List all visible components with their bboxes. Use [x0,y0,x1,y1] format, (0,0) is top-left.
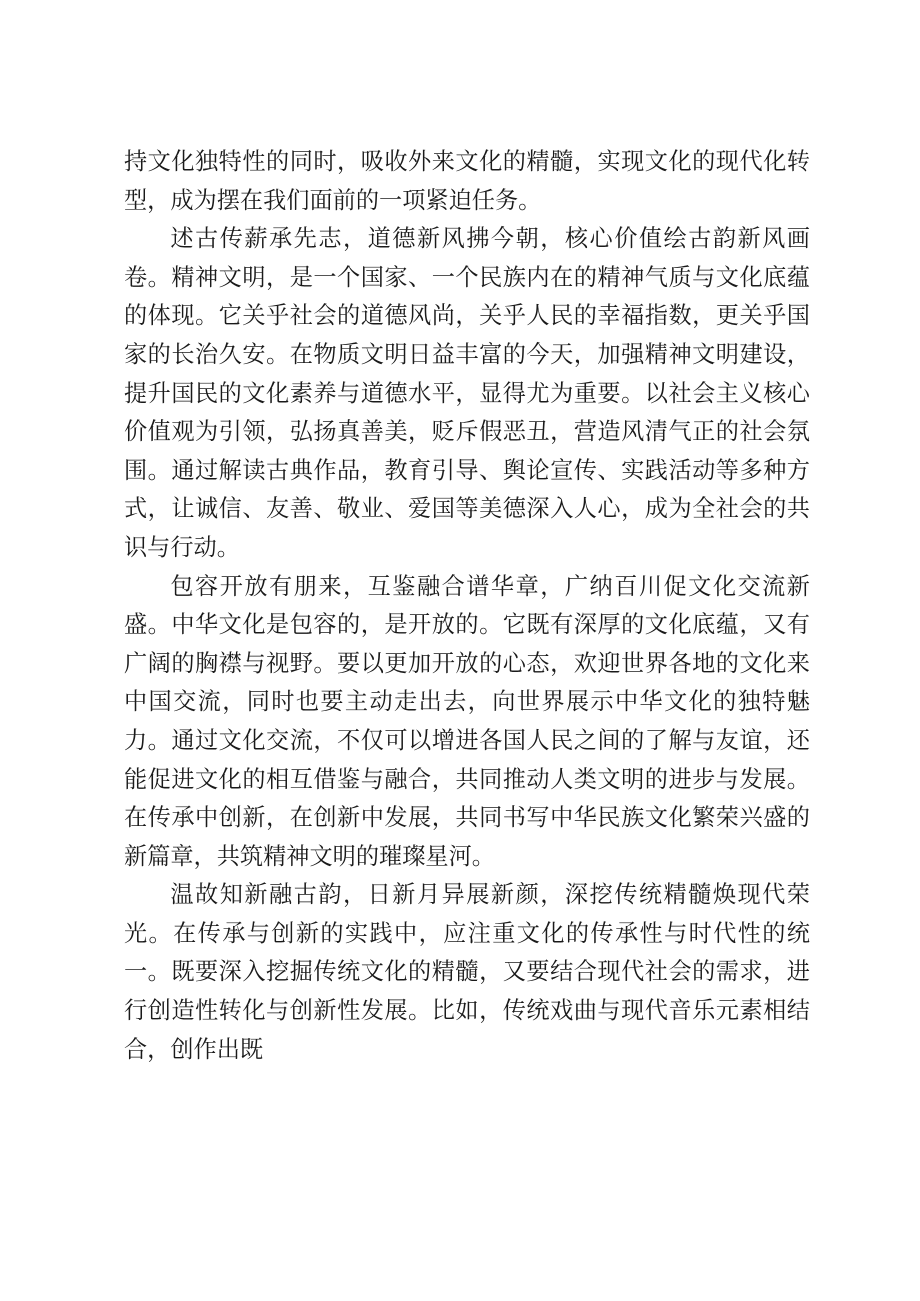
paragraph-tradition-innovation: 温故知新融古韵，日新月异展新颜，深挖传统精髓焕现代荣光。在传承与创新的实践中，应注重文化的传承性与时代性的统一。既要深入挖掘传统文化的精髓，又要结合现代社会的需求，进行创造性转化与创新性发展。比如，传统戏曲与现代音乐元素相结合，创作出既 [124,881,810,1063]
paragraph-spiritual-civilization: 述古传薪承先志，道德新风拂今朝，核心价值绘古韵新风画卷。精神文明，是一个国家、一个民族内在的精神气质与文化底蕴的体现。它关乎社会的道德风尚，关乎人民的幸福指数，更关乎国家的长治久安。在物质文明日益丰富的今天，加强精神文明建设，提升国民的文化素养与道德水平，显得尤为重要。以社会主义核心价值观为引领，弘扬真善美，贬斥假恶丑，营造风清气正的社会氛围。通过解读古典作品，教育引导、舆论宣传、实践活动等多种方式，让诚信、友善、敬业、爱国等美德深入人心，成为全社会的共识与行动。 [124,225,810,561]
paragraph-continuation: 持文化独特性的同时，吸收外来文化的精髓，实现文化的现代化转型，成为摆在我们面前的一项紧迫任务。 [124,148,810,214]
document-body [124,143,810,1069]
paragraph-cultural-exchange: 包容开放有朋来，互鉴融合谱华章，广纳百川促文化交流新盛。中华文化是包容的，是开放的。它既有深厚的文化底蕴，又有广阔的胸襟与视野。要以更加开放的心态，欢迎世界各地的文化来中国交流，同时也要主动走出去，向世界展示中华文化的独特魅力。通过文化交流，不仅可以增进各国人民之间的了解与友谊，还能促进文化的相互借鉴与融合，共同推动人类文明的进步与发展。在传承中创新，在创新中发展，共同书写中华民族文化繁荣兴盛的新篇章，共筑精神文明的璀璨星河。 [124,572,810,870]
